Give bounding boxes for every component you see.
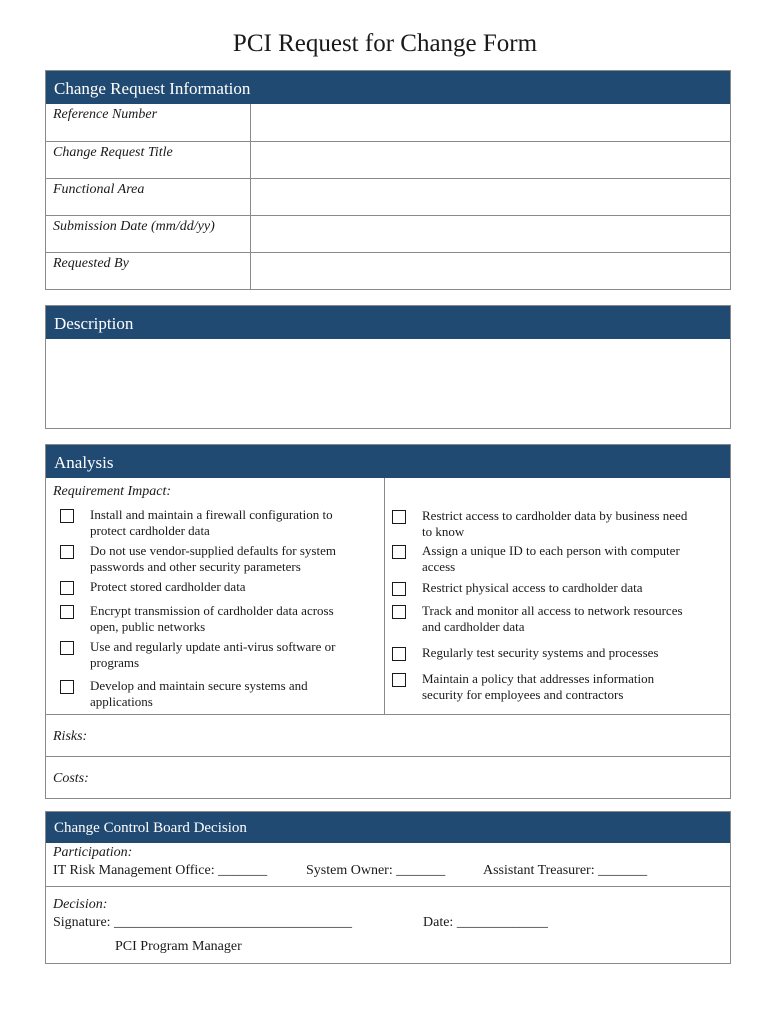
requirement-checkbox[interactable] xyxy=(60,509,74,523)
requirement-item xyxy=(60,639,365,671)
page-title: PCI Request for Change Form xyxy=(232,30,538,57)
requirement-item xyxy=(60,678,365,710)
participation-block xyxy=(46,843,730,886)
requested-by-row xyxy=(46,252,730,289)
description-field[interactable] xyxy=(46,339,730,428)
requirement-label: Maintain a policy that addresses information security for employees and contractors xyxy=(422,671,655,702)
requirement-column-left xyxy=(46,478,385,714)
submission-date-row xyxy=(46,215,730,252)
participation-label: Participation: xyxy=(53,845,133,860)
requirement-impact-label: Requirement Impact: xyxy=(53,484,172,499)
analysis-section xyxy=(45,444,731,799)
requirement-item xyxy=(392,645,690,661)
description-header: Description xyxy=(46,306,730,339)
requirement-item xyxy=(392,671,690,703)
requirement-label: Restrict access to cardholder data by business need to know xyxy=(422,508,688,539)
description-section xyxy=(45,305,731,429)
reference-number-field[interactable] xyxy=(251,104,730,141)
assistant-treasurer-field[interactable]: Assistant Treasurer: _______ xyxy=(483,863,648,878)
requirement-checkbox[interactable] xyxy=(60,680,74,694)
ccb-decision-section xyxy=(45,811,731,964)
requirement-label: Restrict physical access to cardholder data xyxy=(422,580,643,595)
change-request-title-label: Change Request Title xyxy=(46,142,251,178)
requirement-checkbox[interactable] xyxy=(60,581,74,595)
requirement-column-right xyxy=(385,478,730,714)
requirement-label: Track and monitor all access to network resources and cardholder data xyxy=(422,603,683,634)
requirement-item xyxy=(60,579,365,595)
requirement-checkbox[interactable] xyxy=(392,510,406,524)
requirement-item xyxy=(392,580,690,596)
signer-title: PCI Program Manager xyxy=(115,939,242,954)
costs-label: Costs: xyxy=(53,771,89,786)
requirement-checkbox[interactable] xyxy=(60,545,74,559)
reference-number-label: Reference Number xyxy=(46,104,251,141)
functional-area-label: Functional Area xyxy=(46,179,251,215)
decision-label: Decision: xyxy=(53,897,108,912)
submission-date-label: Submission Date (mm/dd/yy) xyxy=(46,216,251,252)
requirement-checkbox[interactable] xyxy=(392,673,406,687)
requested-by-field[interactable] xyxy=(251,253,730,289)
requirement-checkbox[interactable] xyxy=(392,545,406,559)
change-request-info-fields xyxy=(46,104,730,289)
requirement-checkbox[interactable] xyxy=(60,641,74,655)
requirement-checkbox[interactable] xyxy=(392,647,406,661)
date-field[interactable]: Date: _____________ xyxy=(423,915,548,930)
requirement-label: Encrypt transmission of cardholder data across open, public networks xyxy=(90,603,334,634)
requirement-label: Develop and maintain secure systems and applications xyxy=(90,678,308,709)
requested-by-label: Requested By xyxy=(46,253,251,289)
requirement-checkbox[interactable] xyxy=(392,605,406,619)
risks-label: Risks: xyxy=(53,729,88,744)
change-request-info-header: Change Request Information xyxy=(46,71,730,104)
reference-number-row xyxy=(46,104,730,141)
analysis-header: Analysis xyxy=(46,445,730,478)
system-owner-field[interactable]: System Owner: _______ xyxy=(306,863,446,878)
requirement-label: Install and maintain a firewall configuration to protect cardholder data xyxy=(90,507,333,538)
change-request-title-row xyxy=(46,141,730,178)
ccb-decision-header: Change Control Board Decision xyxy=(46,812,730,843)
costs-field[interactable] xyxy=(46,756,730,798)
requirement-item xyxy=(392,603,690,635)
requirement-label: Regularly test security systems and processes xyxy=(422,645,659,660)
risks-field[interactable] xyxy=(46,714,730,756)
it-risk-management-field[interactable]: IT Risk Management Office: _______ xyxy=(53,863,268,878)
functional-area-field[interactable] xyxy=(251,179,730,215)
requirement-label: Use and regularly update anti-virus software or programs xyxy=(90,639,336,670)
decision-block xyxy=(46,886,730,963)
requirement-item xyxy=(60,507,365,539)
requirement-item xyxy=(60,603,365,635)
requirement-item xyxy=(392,508,690,540)
submission-date-field[interactable] xyxy=(251,216,730,252)
requirement-item xyxy=(60,543,365,575)
requirement-label: Assign a unique ID to each person with computer access xyxy=(422,543,680,574)
functional-area-row xyxy=(46,178,730,215)
requirement-label: Do not use vendor-supplied defaults for system passwords and other security parameters xyxy=(90,543,336,574)
requirement-item xyxy=(392,543,690,575)
requirement-label: Protect stored cardholder data xyxy=(90,579,246,594)
requirement-checkbox[interactable] xyxy=(60,605,74,619)
change-request-title-field[interactable] xyxy=(251,142,730,178)
signature-field[interactable]: Signature: __________________________________ xyxy=(53,915,353,930)
requirement-checkbox[interactable] xyxy=(392,582,406,596)
requirement-impact-grid xyxy=(46,478,730,714)
change-request-info-section xyxy=(45,70,731,290)
